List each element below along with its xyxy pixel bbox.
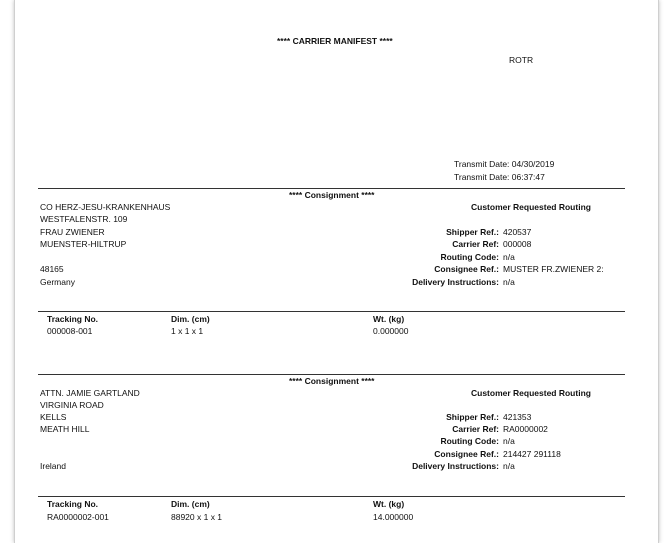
consignment-1-tracking-value: 000008-001 [47, 326, 93, 336]
consignment-2-dim-value: 88920 x 1 x 1 [171, 512, 223, 522]
consignment-1-col-tracking: Tracking No. [47, 314, 99, 324]
consignment-1-carrier-ref-label: Carrier Ref: [452, 239, 499, 249]
consignment-1-consignee-ref-label: Consignee Ref.: [434, 264, 499, 274]
consignment-2-routing-code-label: Routing Code: [440, 436, 499, 446]
consignment-2-address-line-5: Ireland [40, 461, 66, 471]
consignment-1-delivery-instructions-label: Delivery Instructions: [412, 277, 499, 287]
consignment-2-weight-value: 14.000000 [373, 512, 414, 522]
consignment-1-address-line-3: FRAU ZWIENER [40, 227, 105, 237]
consignment-2-routing-code-value: n/a [503, 436, 515, 446]
consignment-2-header: **** Consignment **** [289, 376, 375, 386]
carrier-code: ROTR [509, 55, 534, 65]
consignment-1-address-line-5: 48165 [40, 264, 64, 274]
consignment-1-delivery-instructions-value: n/a [503, 277, 515, 287]
consignment-1-carrier-ref-value: 000008 [503, 239, 532, 249]
consignment-2-delivery-instructions-label: Delivery Instructions: [412, 461, 499, 471]
consignment-1-table-top-rule [38, 311, 625, 312]
consignment-1-col-weight: Wt. (kg) [373, 314, 405, 324]
consignment-1-header: **** Consignment **** [289, 190, 375, 200]
consignment-2-table-top-rule [38, 496, 625, 497]
manifest-page [14, 0, 659, 543]
consignment-1-consignee-ref-value: MUSTER FR.ZWIENER 2: [503, 264, 604, 274]
consignment-2-shipper-ref-value: 421353 [503, 412, 532, 422]
consignment-1-routing-code-value: n/a [503, 252, 515, 262]
consignment-2-consignee-ref-value: 214427 291118 [503, 449, 561, 459]
consignment-1-address-line-6: Germany [40, 277, 75, 287]
consignment-1-routing-title: Customer Requested Routing [471, 202, 591, 212]
consignment-1-col-dim: Dim. (cm) [171, 314, 210, 324]
consignment-2-top-rule [38, 374, 625, 375]
consignment-1-address-line-4: MUENSTER-HILTRUP [40, 239, 127, 249]
consignment-1-shipper-ref-value: 420537 [503, 227, 532, 237]
consignment-2-tracking-value: RA0000002-001 [47, 512, 109, 522]
consignment-1-address-line-2: WESTFALENSTR. 109 [40, 214, 128, 224]
consignment-2-address-line-1: ATTN. JAMIE GARTLAND [40, 388, 140, 398]
consignment-2-delivery-instructions-value: n/a [503, 461, 515, 471]
consignment-2-address-line-3: KELLS [40, 412, 67, 422]
consignment-1-address-line-1: CO HERZ-JESU-KRANKENHAUS [40, 202, 171, 212]
consignment-1-shipper-ref-label: Shipper Ref.: [446, 227, 499, 237]
consignment-2-routing-title: Customer Requested Routing [471, 388, 591, 398]
transmit-time: Transmit Date: 06:37:47 [454, 172, 545, 182]
consignment-2-col-dim: Dim. (cm) [171, 499, 210, 509]
consignment-1-routing-code-label: Routing Code: [440, 252, 499, 262]
consignment-1-dim-value: 1 x 1 x 1 [171, 326, 204, 336]
transmit-date: Transmit Date: 04/30/2019 [454, 159, 555, 169]
consignment-1-weight-value: 0.000000 [373, 326, 409, 336]
consignment-2-address-line-4: MEATH HILL [40, 424, 90, 434]
consignment-2-carrier-ref-value: RA0000002 [503, 424, 548, 434]
consignment-2-consignee-ref-label: Consignee Ref.: [434, 449, 499, 459]
consignment-2-col-weight: Wt. (kg) [373, 499, 405, 509]
consignment-2-address-line-2: VIRGINIA ROAD [40, 400, 104, 410]
consignment-2-shipper-ref-label: Shipper Ref.: [446, 412, 499, 422]
consignment-1-top-rule [38, 188, 625, 189]
manifest-title: **** CARRIER MANIFEST **** [277, 36, 393, 46]
consignment-2-col-tracking: Tracking No. [47, 499, 99, 509]
consignment-2-carrier-ref-label: Carrier Ref: [452, 424, 499, 434]
